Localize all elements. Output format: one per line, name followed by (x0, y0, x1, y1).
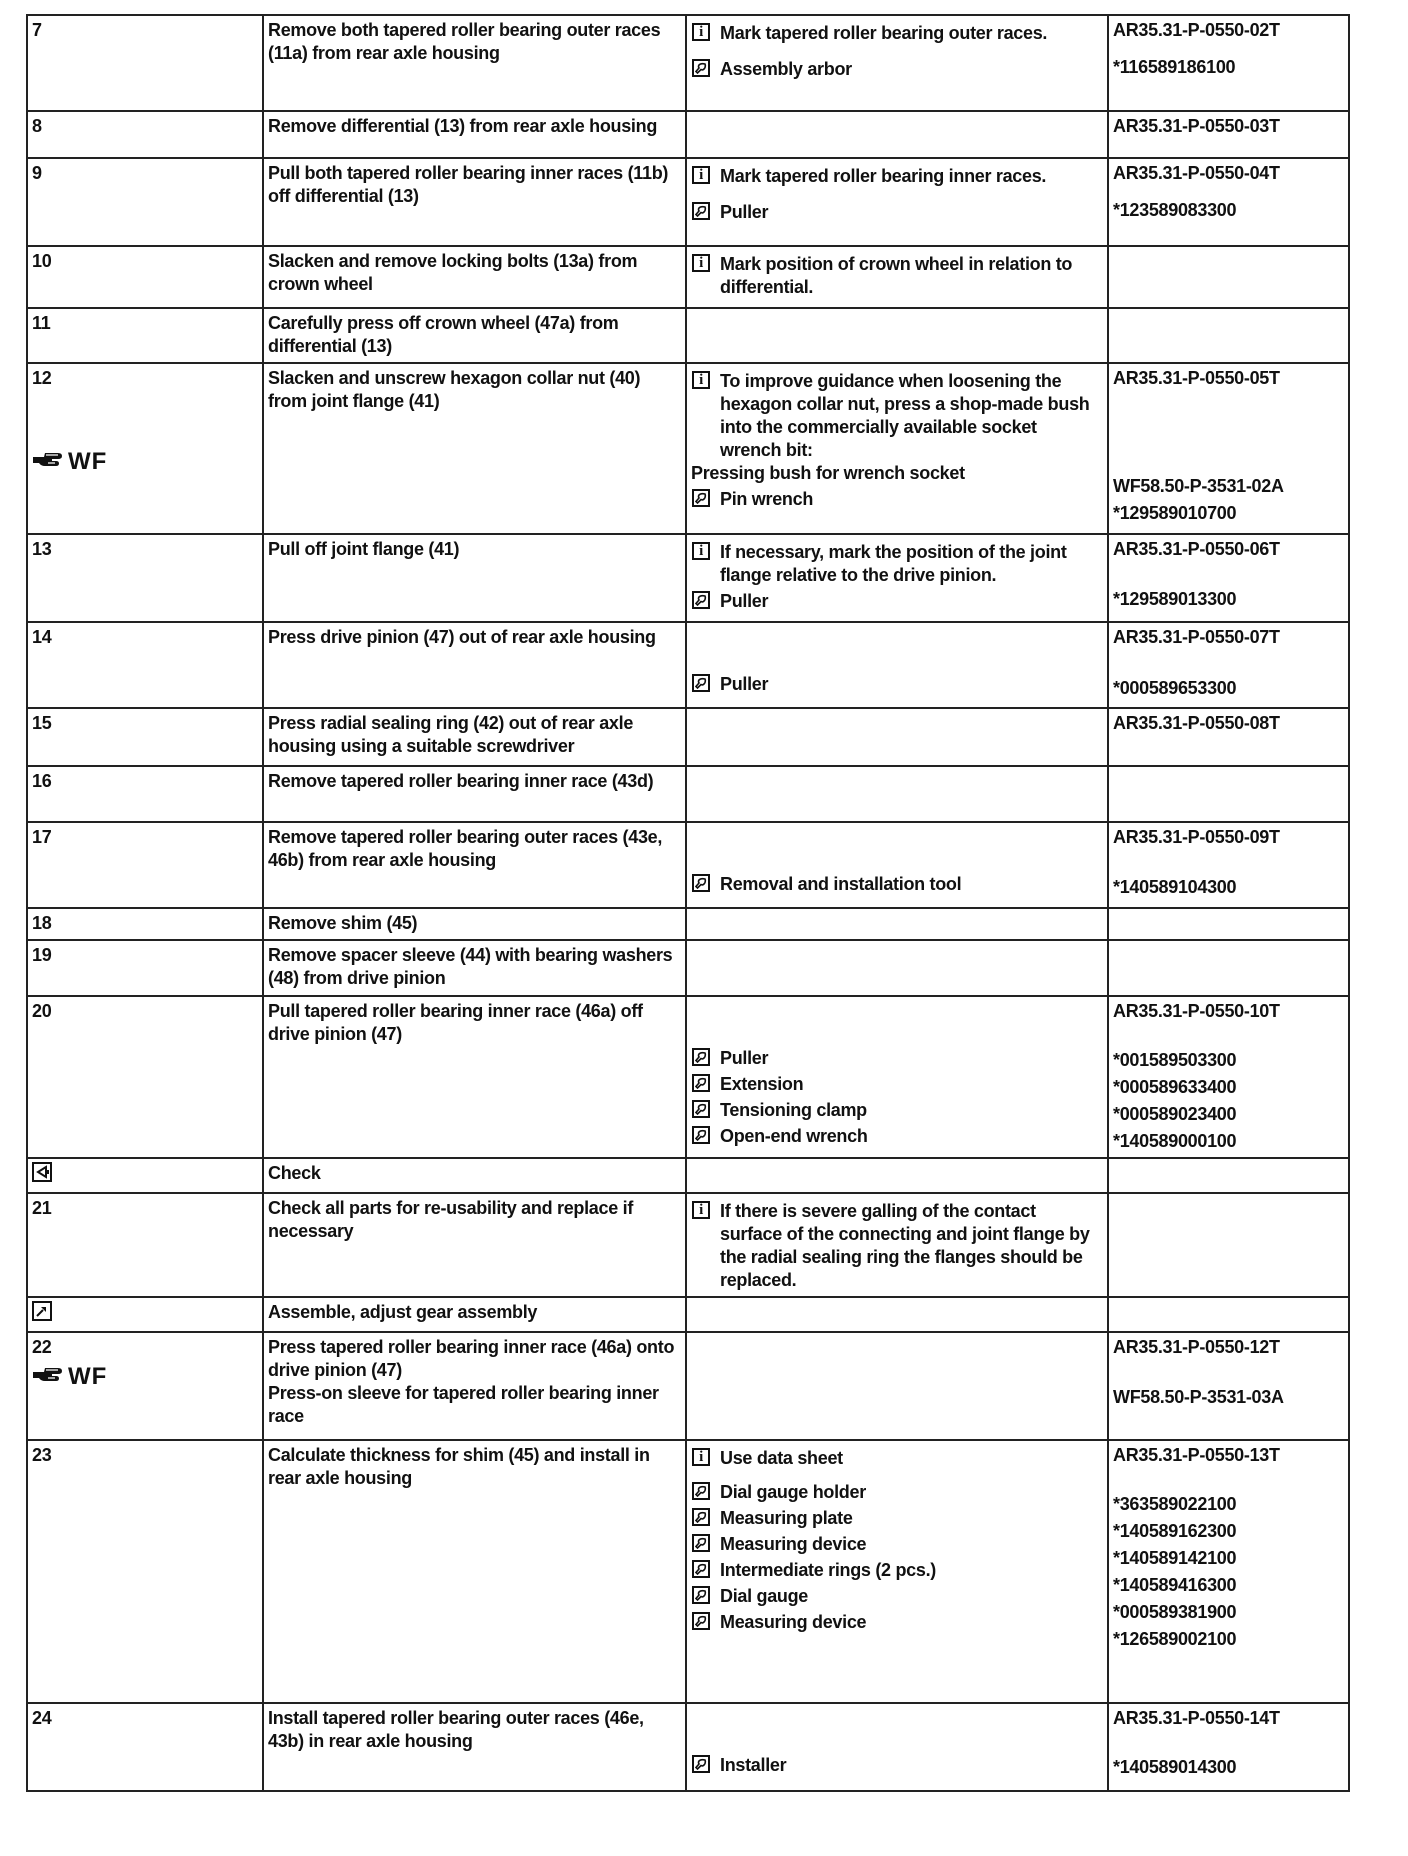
table-row (27, 246, 1349, 308)
step-number: 23 (32, 1445, 52, 1465)
assemble-icon (32, 1301, 52, 1321)
reference-number: *140589142100 (1113, 1548, 1237, 1568)
line-text: To improve guidance when loosening the hexagon collar nut, press a shop-made bush into the commercially available socket wrench bit: (720, 371, 1090, 460)
description-cell (263, 908, 686, 940)
step-number: 22 (32, 1337, 52, 1357)
step-description: Carefully press off crown wheel (47a) from differential (13) (268, 313, 619, 356)
workshop-equipment-marker (32, 448, 257, 474)
step-description: Pull off joint flange (41) (268, 539, 460, 559)
step-cell (27, 708, 263, 766)
notes-tools-cell (686, 158, 1108, 246)
step-number: 15 (32, 713, 52, 733)
spacer (1113, 185, 1343, 195)
reference-number: *140589014300 (1113, 1757, 1237, 1777)
step-description: Install tapered roller bearing outer races (46e, 43b) in rear axle housing (268, 1708, 644, 1751)
special-tool-icon (692, 1560, 710, 1578)
reference-number: WF58.50-P-3531-02A (1113, 476, 1284, 496)
reference-number: AR35.31-P-0550-14T (1113, 1708, 1280, 1728)
step-number: 14 (32, 627, 52, 647)
tool-line (691, 1125, 1102, 1148)
description-cell (263, 996, 686, 1158)
step-description: Slacken and remove locking bolts (13a) from crown wheel (268, 251, 638, 294)
reference-cell (1108, 111, 1349, 158)
reference-number: AR35.31-P-0550-10T (1113, 1001, 1280, 1021)
line-text: Tensioning clamp (720, 1100, 867, 1120)
spacer (691, 45, 1102, 55)
description-cell (263, 246, 686, 308)
reference-number: AR35.31-P-0550-12T (1113, 1337, 1280, 1357)
reference-cell (1108, 1332, 1349, 1440)
step-number: 11 (32, 313, 51, 333)
tool-line (691, 1754, 1102, 1777)
spacer (691, 1707, 1102, 1751)
notes-tools-cell (686, 822, 1108, 908)
table-row (27, 15, 1349, 111)
procedure-table-body (27, 15, 1349, 1791)
special-tool-icon (692, 874, 710, 892)
spacer (691, 1000, 1102, 1044)
reference-cell (1108, 622, 1349, 708)
step-cell (27, 363, 263, 534)
reference-number: AR35.31-P-0550-09T (1113, 827, 1280, 847)
step-description: Pull both tapered roller bearing inner races (11b) off differential (13) (268, 163, 669, 206)
description-cell (263, 766, 686, 822)
info-icon: i (692, 542, 710, 560)
pointing-hand-icon (32, 1363, 68, 1389)
spacer (1113, 649, 1343, 673)
line-text: Use data sheet (720, 1448, 843, 1468)
notes-tools-cell (686, 1703, 1108, 1791)
step-description: Press radial sealing ring (42) out of rear axle housing using a suitable screwdriver (268, 713, 634, 756)
line-text: Dial gauge (720, 1586, 809, 1606)
notes-tools-cell (686, 534, 1108, 622)
table-row (27, 908, 1349, 940)
step-description: Remove spacer sleeve (44) with bearing washers (48) from drive pinion (268, 945, 673, 988)
table-row (27, 1297, 1349, 1332)
reference-cell (1108, 246, 1349, 308)
step-description: Remove tapered roller bearing inner race (43d) (268, 771, 654, 791)
info-icon: i (692, 1201, 710, 1219)
note-line (691, 1447, 1102, 1470)
procedure-table-container (26, 14, 1348, 1792)
info-icon: i (692, 166, 710, 184)
reference-number: *129589013300 (1113, 589, 1237, 609)
reference-number: *116589186100 (1113, 57, 1236, 77)
info-icon: i (692, 371, 710, 389)
spacer (1113, 1467, 1343, 1489)
spacer (1113, 561, 1343, 584)
step-number: 20 (32, 1001, 52, 1021)
note-line (691, 165, 1102, 188)
table-row (27, 622, 1349, 708)
reference-number: *363589022100 (1113, 1494, 1237, 1514)
notes-tools-cell (686, 1193, 1108, 1297)
special-tool-icon (692, 1482, 710, 1500)
description-cell (263, 1297, 686, 1332)
line-text: Dial gauge holder (720, 1482, 866, 1502)
table-row (27, 766, 1349, 822)
step-number: 10 (32, 251, 52, 271)
step-description: Remove tapered roller bearing outer races (43e, 46b) from rear axle housing (268, 827, 663, 870)
reference-number: *001589503300 (1113, 1050, 1237, 1070)
table-row (27, 1703, 1349, 1791)
reference-cell (1108, 158, 1349, 246)
description-cell (263, 1703, 686, 1791)
table-row (27, 1158, 1349, 1193)
line-text: Mark position of crown wheel in relation to differential. (720, 254, 1073, 297)
spacer (1113, 1359, 1343, 1382)
special-tool-icon (692, 202, 710, 220)
step-description: Press drive pinion (47) out of rear axle housing (268, 627, 656, 647)
wf-label: WF (68, 447, 108, 475)
reference-number: *129589010700 (1113, 503, 1237, 523)
notes-tools-cell (686, 622, 1108, 708)
reference-number: *140589000100 (1113, 1131, 1237, 1151)
tool-line (691, 1559, 1102, 1582)
info-icon: i (692, 1448, 710, 1466)
reference-number: *000589633400 (1113, 1077, 1237, 1097)
step-number: 21 (32, 1198, 52, 1218)
step-number: 24 (32, 1708, 52, 1728)
notes-tools-cell (686, 1158, 1108, 1193)
notes-tools-cell (686, 1332, 1108, 1440)
info-icon: i (692, 254, 710, 272)
line-text: If there is severe galling of the contact surface of the connecting and joint flange by the radial sealing ring the flanges should be replaced. (720, 1201, 1090, 1290)
reference-cell (1108, 940, 1349, 996)
step-description: Assemble, adjust gear assembly (268, 1302, 538, 1322)
reference-number: *140589104300 (1113, 877, 1237, 897)
reference-cell (1108, 308, 1349, 363)
spacer (1113, 849, 1343, 872)
step-number: 9 (32, 163, 42, 183)
description-cell (263, 363, 686, 534)
step-description: Remove both tapered roller bearing outer races (11a) from rear axle housing (268, 20, 661, 63)
step-cell (27, 158, 263, 246)
notes-tools-cell (686, 1297, 1108, 1332)
step-description: Calculate thickness for shim (45) and install in rear axle housing (268, 1445, 650, 1488)
table-row (27, 111, 1349, 158)
tool-line (691, 201, 1102, 224)
step-description: Remove differential (13) from rear axle housing (268, 116, 658, 136)
special-tool-icon (692, 1508, 710, 1526)
table-row (27, 534, 1349, 622)
notes-tools-cell (686, 1440, 1108, 1703)
reference-cell (1108, 1440, 1349, 1703)
reference-number: AR35.31-P-0550-02T (1113, 20, 1280, 40)
reference-number: WF58.50-P-3531-03A (1113, 1387, 1284, 1407)
spacer (1113, 390, 1343, 471)
special-tool-icon (692, 591, 710, 609)
notes-tools-cell (686, 766, 1108, 822)
tool-line (691, 873, 1102, 896)
reference-number: *000589653300 (1113, 678, 1237, 698)
spacer (691, 826, 1102, 870)
line-text: Removal and installation tool (720, 874, 962, 894)
step-cell (27, 1440, 263, 1703)
table-row (27, 158, 1349, 246)
step-cell (27, 1193, 263, 1297)
table-row (27, 1193, 1349, 1297)
table-row (27, 708, 1349, 766)
step-description: Remove shim (45) (268, 913, 418, 933)
notes-tools-cell (686, 111, 1108, 158)
reference-cell (1108, 1297, 1349, 1332)
notes-tools-cell (686, 246, 1108, 308)
line-text: Mark tapered roller bearing outer races. (720, 23, 1048, 43)
spacer (691, 188, 1102, 198)
spacer (691, 1470, 1102, 1478)
step-cell (27, 1332, 263, 1440)
reference-number: *123589083300 (1113, 200, 1237, 220)
special-tool-icon (692, 1534, 710, 1552)
description-cell (263, 622, 686, 708)
step-cell (27, 308, 263, 363)
info-icon: i (692, 23, 710, 41)
special-tool-icon (692, 1586, 710, 1604)
tool-line (691, 1481, 1102, 1504)
reference-cell (1108, 766, 1349, 822)
reference-cell (1108, 363, 1349, 534)
step-number: 12 (32, 368, 52, 388)
reference-number: AR35.31-P-0550-06T (1113, 539, 1280, 559)
notes-tools-cell (686, 15, 1108, 111)
description-cell (263, 940, 686, 996)
note-line (691, 370, 1102, 462)
reference-cell (1108, 822, 1349, 908)
reference-cell (1108, 15, 1349, 111)
step-description: Check all parts for re-usability and replace if necessary (268, 1198, 634, 1241)
step-description: Pull tapered roller bearing inner race (46a) off drive pinion (47) (268, 1001, 643, 1044)
description-cell (263, 1332, 686, 1440)
table-row (27, 940, 1349, 996)
line-text: If necessary, mark the position of the joint flange relative to the drive pinion. (720, 542, 1067, 585)
step-number: 18 (32, 913, 52, 933)
notes-tools-cell (686, 308, 1108, 363)
line-text: Puller (720, 591, 769, 611)
tool-line (691, 673, 1102, 696)
tool-line (691, 1585, 1102, 1608)
reference-number: *140589162300 (1113, 1521, 1237, 1541)
table-row (27, 822, 1349, 908)
special-tool-icon (692, 1126, 710, 1144)
table-row (27, 308, 1349, 363)
line-text: Installer (720, 1755, 787, 1775)
wf-label: WF (68, 1362, 108, 1390)
step-number: 7 (32, 20, 42, 40)
reference-number: AR35.31-P-0550-04T (1113, 163, 1280, 183)
step-number: 13 (32, 539, 52, 559)
reference-cell (1108, 908, 1349, 940)
line-text: Measuring plate (720, 1508, 853, 1528)
step-cell (27, 534, 263, 622)
step-number: 16 (32, 771, 52, 791)
special-tool-icon (692, 1048, 710, 1066)
step-cell (27, 940, 263, 996)
line-text: Puller (720, 1048, 769, 1068)
workshop-equipment-marker (32, 1363, 257, 1389)
notes-tools-cell (686, 363, 1108, 534)
reference-number: AR35.31-P-0550-07T (1113, 627, 1280, 647)
step-description: Check (268, 1163, 321, 1183)
equipment-description: Press-on sleeve for tapered roller bearing inner race (268, 1383, 659, 1426)
reference-cell (1108, 534, 1349, 622)
step-cell (27, 996, 263, 1158)
step-cell (27, 622, 263, 708)
tool-line (691, 1099, 1102, 1122)
reference-number: *140589416300 (1113, 1575, 1237, 1595)
description-cell (263, 111, 686, 158)
notes-tools-cell (686, 996, 1108, 1158)
line-text: Assembly arbor (720, 59, 852, 79)
step-number: 19 (32, 945, 52, 965)
notes-tools-cell (686, 940, 1108, 996)
step-cell (27, 1158, 263, 1193)
line-text: Measuring device (720, 1534, 867, 1554)
tool-line (691, 488, 1102, 511)
note-line (691, 22, 1102, 45)
step-number: 17 (32, 827, 52, 847)
text-line (691, 462, 1102, 485)
reference-number: AR35.31-P-0550-05T (1113, 368, 1280, 388)
notes-tools-cell (686, 908, 1108, 940)
special-tool-icon (692, 1074, 710, 1092)
reference-cell (1108, 996, 1349, 1158)
reference-cell (1108, 1158, 1349, 1193)
line-text: Pressing bush for wrench socket (691, 463, 965, 483)
reference-cell (1108, 1703, 1349, 1791)
reference-number: AR35.31-P-0550-08T (1113, 713, 1280, 733)
description-cell (263, 822, 686, 908)
tool-line (691, 1611, 1102, 1634)
description-cell (263, 158, 686, 246)
tool-line (691, 590, 1102, 613)
table-row (27, 363, 1349, 534)
step-cell (27, 766, 263, 822)
line-text: Puller (720, 674, 769, 694)
table-row (27, 1332, 1349, 1440)
special-tool-icon (692, 1755, 710, 1773)
notes-tools-cell (686, 708, 1108, 766)
tool-line (691, 58, 1102, 81)
description-cell (263, 1158, 686, 1193)
special-tool-icon (692, 1612, 710, 1630)
reference-number: AR35.31-P-0550-13T (1113, 1445, 1280, 1465)
line-text: Mark tapered roller bearing inner races. (720, 166, 1047, 186)
tool-line (691, 1073, 1102, 1096)
line-text: Intermediate rings (2 pcs.) (720, 1560, 936, 1580)
description-cell (263, 1440, 686, 1703)
table-row (27, 996, 1349, 1158)
description-cell (263, 534, 686, 622)
line-text: Measuring device (720, 1612, 867, 1632)
spacer (691, 626, 1102, 670)
step-cell (27, 111, 263, 158)
description-cell (263, 708, 686, 766)
line-text: Pin wrench (720, 489, 814, 509)
step-cell (27, 246, 263, 308)
special-tool-icon (692, 1100, 710, 1118)
step-description: Slacken and unscrew hexagon collar nut (40) from joint flange (41) (268, 368, 641, 411)
note-line (691, 1200, 1102, 1292)
reference-number: *000589381900 (1113, 1602, 1237, 1622)
reference-number: *126589002100 (1113, 1629, 1237, 1649)
description-cell (263, 15, 686, 111)
procedure-table (26, 14, 1350, 1792)
description-cell (263, 308, 686, 363)
tool-line (691, 1533, 1102, 1556)
note-line (691, 541, 1102, 587)
step-cell (27, 822, 263, 908)
spacer (1113, 1023, 1343, 1045)
pointing-hand-icon (32, 448, 68, 474)
line-text: Puller (720, 202, 769, 222)
special-tool-icon (692, 59, 710, 77)
step-cell (27, 908, 263, 940)
table-row (27, 1440, 1349, 1703)
step-cell (27, 1703, 263, 1791)
line-text: Extension (720, 1074, 804, 1094)
note-line (691, 253, 1102, 299)
reference-cell (1108, 708, 1349, 766)
special-tool-icon (692, 489, 710, 507)
tool-line (691, 1507, 1102, 1530)
check-icon (32, 1162, 52, 1182)
reference-number: AR35.31-P-0550-03T (1113, 116, 1280, 136)
reference-cell (1108, 1193, 1349, 1297)
line-text: Open-end wrench (720, 1126, 868, 1146)
spacer (1113, 1730, 1343, 1752)
special-tool-icon (692, 674, 710, 692)
step-number: 8 (32, 116, 42, 136)
spacer (1113, 42, 1343, 52)
step-description: Press tapered roller bearing inner race (46a) onto drive pinion (47) (268, 1337, 675, 1380)
tool-line (691, 1047, 1102, 1070)
step-cell (27, 15, 263, 111)
step-cell (27, 1297, 263, 1332)
description-cell (263, 1193, 686, 1297)
reference-number: *000589023400 (1113, 1104, 1237, 1124)
